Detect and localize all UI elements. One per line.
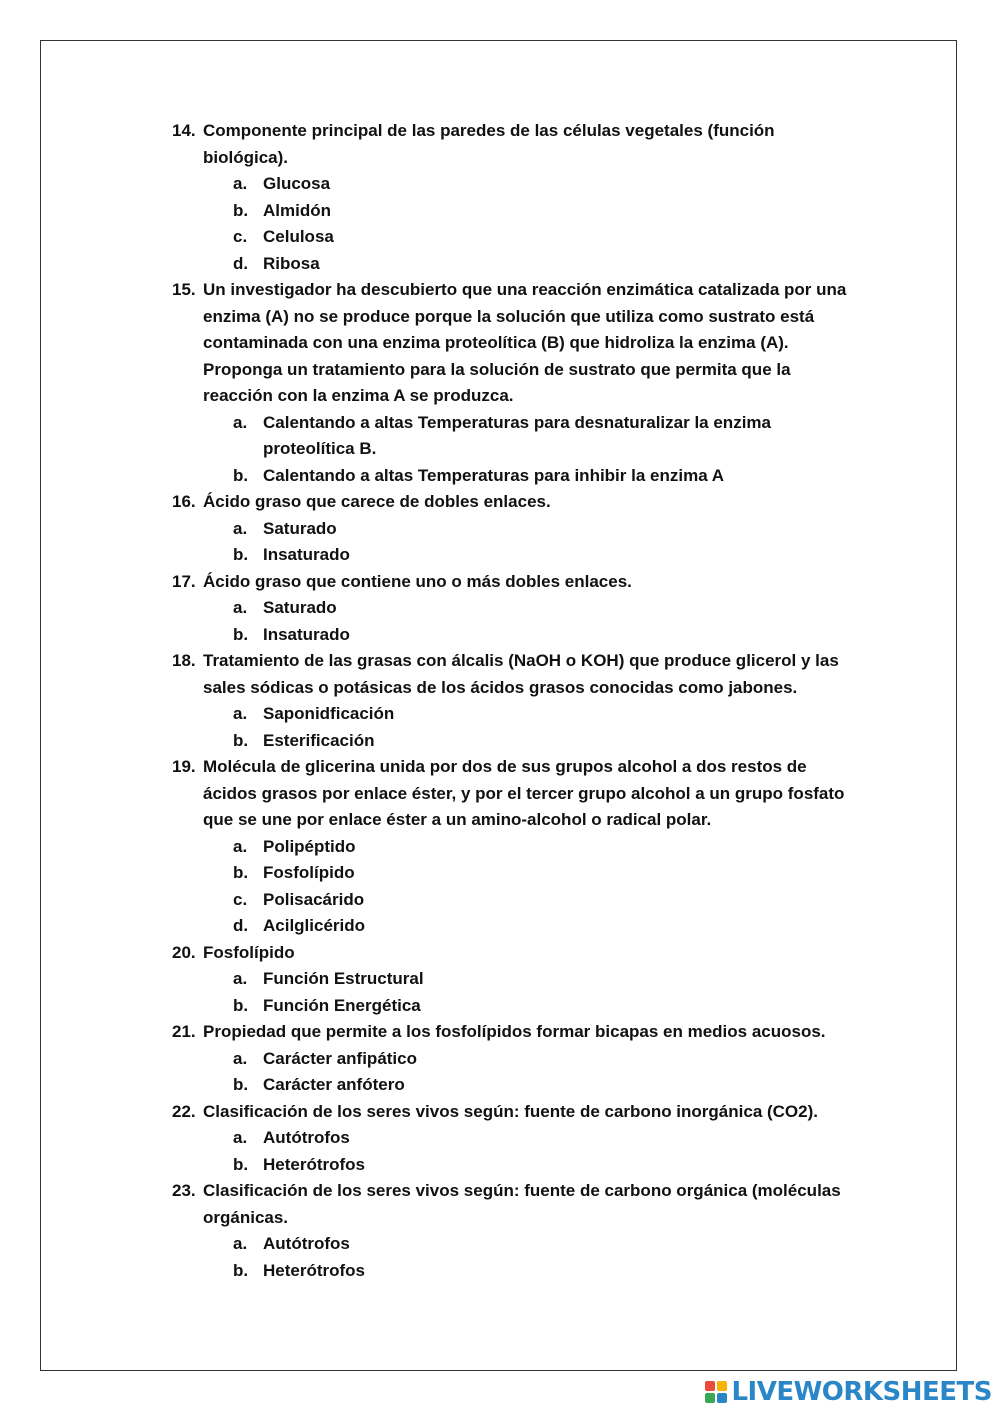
brand-name: LIVEWORKSHEETS <box>731 1377 992 1407</box>
option-item[interactable] <box>233 1258 862 1285</box>
question-text: Clasificación de los seres vivos según: fuente de carbono inorgánica (CO2). <box>203 1101 818 1121</box>
option-list <box>203 966 862 1019</box>
question-number: 20. <box>172 942 196 962</box>
option-letter: b. <box>233 545 249 564</box>
option-text: Heterótrofos <box>263 1154 366 1174</box>
question-item <box>172 940 862 1020</box>
question-text: Ácido graso que contiene uno o más dobles enlaces. <box>203 571 632 591</box>
option-letter: a. <box>233 836 248 856</box>
question-item <box>172 118 862 277</box>
option-text: Autótrofos <box>263 1128 350 1147</box>
liveworksheets-logo-icon <box>705 1381 727 1403</box>
option-text: Autótrofos <box>263 1234 350 1253</box>
option-letter: a. <box>233 412 248 432</box>
option-list <box>203 701 862 754</box>
option-item[interactable] <box>233 966 862 993</box>
option-item[interactable] <box>233 622 862 649</box>
option-list <box>203 171 862 277</box>
option-list <box>203 834 862 940</box>
question-text: Un investigador ha descubierto que una reacción enzimática catalizada por una enzima (A) no se produce porque la solución que utiliza como sustrato está contaminada con una enzima proteolítica (B) que hidroliza la enzima (A). Proponga un tratamiento para la solución de sustrato que permita que la reacción con la enzima A se produzca. <box>203 280 847 405</box>
question-list <box>172 118 862 1284</box>
option-text: Calentando a altas Temperaturas para desnaturalizar la enzima proteolítica B. <box>263 412 771 458</box>
option-letter: b. <box>233 465 249 485</box>
option-letter: b. <box>233 863 249 882</box>
option-list <box>203 1125 862 1178</box>
option-letter: b. <box>233 624 249 644</box>
question-number: 21. <box>172 1022 196 1041</box>
logo-square-blue <box>717 1393 727 1403</box>
question-text: Fosfolípido <box>203 942 295 962</box>
option-text: Glucosa <box>263 174 331 193</box>
option-item[interactable] <box>233 1072 862 1099</box>
option-letter: b. <box>233 1154 249 1174</box>
option-list <box>203 1046 862 1099</box>
option-letter: b. <box>233 1075 249 1094</box>
option-item[interactable] <box>233 834 862 861</box>
option-item[interactable] <box>233 701 862 728</box>
option-letter: a. <box>233 704 248 723</box>
question-item <box>172 1019 862 1099</box>
option-text: Carácter anfótero <box>263 1075 405 1094</box>
option-letter: d. <box>233 253 249 273</box>
option-item[interactable] <box>233 887 862 914</box>
question-text: Ácido graso que carece de dobles enlaces. <box>203 492 551 511</box>
option-letter: c. <box>233 227 248 246</box>
option-text: Celulosa <box>263 227 334 246</box>
question-item <box>172 648 862 754</box>
option-letter: b. <box>233 200 249 220</box>
option-text: Función Energética <box>263 995 421 1015</box>
option-item[interactable] <box>233 463 862 490</box>
question-text: Molécula de glicerina unida por dos de sus grupos alcohol a dos restos de ácidos grasos por enlace éster, y por el tercer grupo alcohol a un grupo fosfato que se une por enlace éster a un amino-alcohol o radical polar. <box>203 757 845 829</box>
option-item[interactable] <box>233 860 862 887</box>
option-text: Esterificación <box>263 730 375 750</box>
option-item[interactable] <box>233 251 862 278</box>
option-text: Fosfolípido <box>263 863 355 882</box>
question-number: 16. <box>172 492 196 511</box>
option-letter: a. <box>233 174 248 193</box>
option-text: Saturado <box>263 518 337 538</box>
option-text: Insaturado <box>263 545 350 564</box>
option-text: Calentando a altas Temperaturas para inhibir la enzima A <box>263 465 725 485</box>
question-item <box>172 754 862 940</box>
question-text: Propiedad que permite a los fosfolípidos formar bicapas en medios acuosos. <box>203 1022 826 1041</box>
question-number: 15. <box>172 280 196 299</box>
option-letter: b. <box>233 1260 249 1280</box>
question-item <box>172 489 862 569</box>
question-text: Componente principal de las paredes de las células vegetales (función biológica). <box>203 121 775 167</box>
option-list <box>203 516 862 569</box>
option-letter: a. <box>233 598 248 617</box>
option-item[interactable] <box>233 1125 862 1152</box>
question-number: 14. <box>172 121 196 140</box>
option-letter: b. <box>233 730 249 750</box>
option-text: Saponidficación <box>263 704 395 723</box>
option-text: Función Estructural <box>263 969 424 988</box>
option-text: Acilglicérido <box>263 916 366 935</box>
option-text: Polisacárido <box>263 889 365 909</box>
option-letter: b. <box>233 995 249 1015</box>
option-item[interactable] <box>233 198 862 225</box>
option-letter: a. <box>233 1048 248 1068</box>
option-text: Saturado <box>263 598 337 617</box>
logo-square-red <box>705 1381 715 1391</box>
option-letter: a. <box>233 1234 248 1253</box>
option-text: Ribosa <box>263 253 320 273</box>
question-number: 18. <box>172 651 196 670</box>
question-item <box>172 569 862 649</box>
option-item[interactable] <box>233 542 862 569</box>
option-item[interactable] <box>233 410 862 463</box>
option-text: Heterótrofos <box>263 1260 366 1280</box>
option-item[interactable] <box>233 171 862 198</box>
logo-square-green <box>705 1393 715 1403</box>
question-number: 17. <box>172 571 196 591</box>
question-item <box>172 277 862 489</box>
option-text: Almidón <box>263 200 331 220</box>
option-list <box>203 595 862 648</box>
option-item[interactable] <box>233 993 862 1020</box>
option-item[interactable] <box>233 595 862 622</box>
question-text: Tratamiento de las grasas con álcalis (NaOH o KOH) que produce glicerol y las sales sódicas o potásicas de los ácidos grasos conocidas como jabones. <box>203 651 839 697</box>
question-item <box>172 1178 862 1284</box>
option-text: Insaturado <box>263 624 350 644</box>
option-item[interactable] <box>233 1046 862 1073</box>
logo-square-yellow <box>717 1381 727 1391</box>
option-item[interactable] <box>233 516 862 543</box>
option-item[interactable] <box>233 1231 862 1258</box>
option-item[interactable] <box>233 1152 862 1179</box>
option-letter: c. <box>233 889 248 909</box>
question-number: 23. <box>172 1181 196 1200</box>
question-text: Clasificación de los seres vivos según: fuente de carbono orgánica (moléculas orgánicas. <box>203 1181 841 1227</box>
question-number: 22. <box>172 1101 196 1121</box>
option-letter: d. <box>233 916 249 935</box>
option-text: Polipéptido <box>263 836 356 856</box>
brand-watermark <box>705 1377 992 1407</box>
question-item <box>172 1099 862 1179</box>
question-number: 19. <box>172 757 196 776</box>
option-item[interactable] <box>233 728 862 755</box>
option-letter: a. <box>233 969 248 988</box>
option-letter: a. <box>233 518 248 538</box>
option-item[interactable] <box>233 224 862 251</box>
option-list <box>203 410 862 490</box>
option-letter: a. <box>233 1128 248 1147</box>
option-list <box>203 1231 862 1284</box>
option-text: Carácter anfipático <box>263 1048 417 1068</box>
option-item[interactable] <box>233 913 862 940</box>
